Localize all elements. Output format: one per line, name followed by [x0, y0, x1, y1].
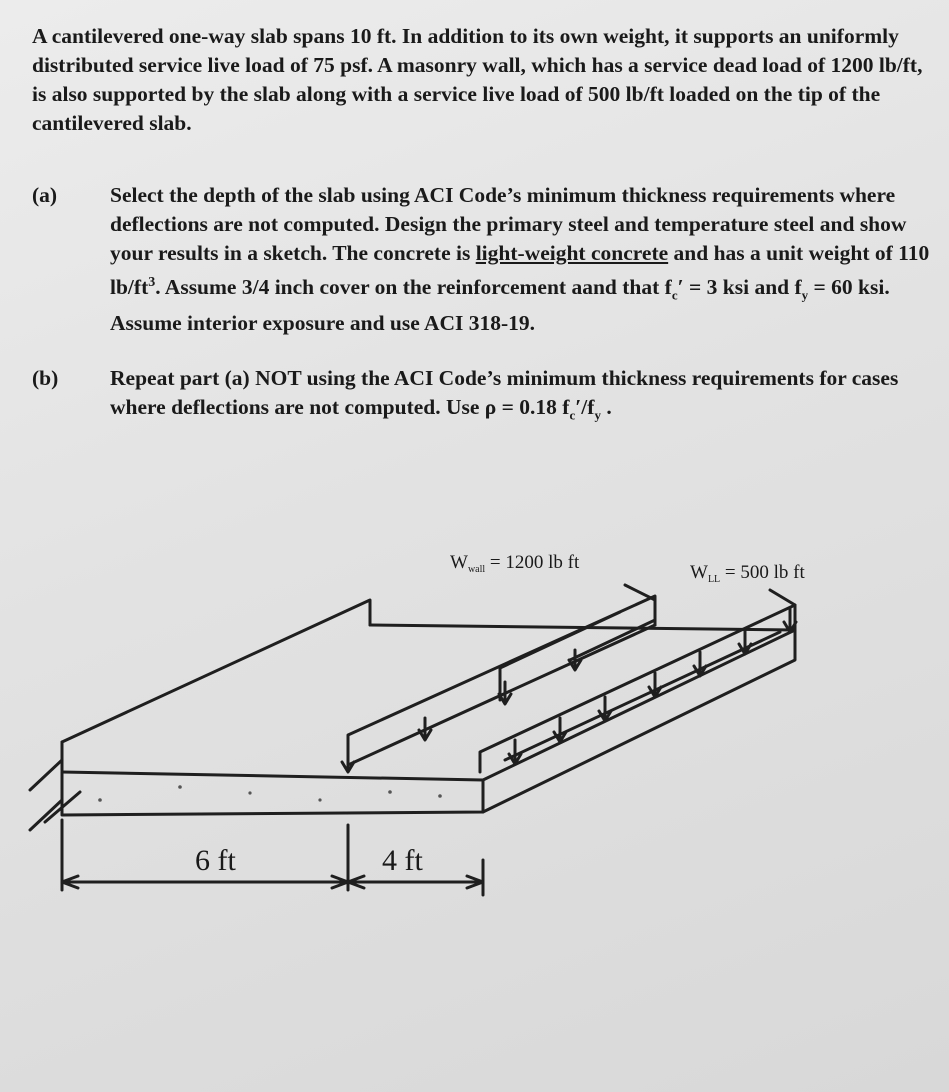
wall-label-leader [625, 585, 655, 600]
part-b-label: (b) [32, 366, 59, 390]
speckle [438, 794, 442, 798]
support-hatch-1 [30, 760, 62, 790]
speckle [248, 791, 251, 794]
ll-arrow-2 [554, 718, 566, 742]
ll-label-leader [770, 590, 795, 605]
part-a-fc-sub: c [671, 287, 678, 303]
slab-tip-face [483, 630, 795, 812]
problem-intro: A cantilevered one-way slab spans 10 ft. In addition to its own weight, it supports an uniformly distributed service live load of 75 psf. A masonry wall, which has a service dead load of 1200 lb/ft, is also supported by the slab along with a service live load of 500 lb/ft loaded on the tip of the cantilevered slab. [32, 24, 923, 135]
part-b-fc-sub: c [569, 407, 576, 423]
ll-arrow-3 [599, 697, 611, 721]
ll-load-label: $W_{LL} = 500$ lb ft [690, 562, 805, 585]
part-b-text-2: ′/f [575, 395, 595, 419]
part-a-text-2: and has a unit weight of 110 lb/ft [110, 241, 930, 300]
wall-load-label: $W_{wall} = 1200$ lb ft [450, 552, 580, 575]
ll-load-inner [505, 632, 780, 760]
dim-label-left: 6 ft [195, 844, 236, 877]
part-a-text-1: Select the depth of the slab using ACI Code’s minimum thickness requirements where deflections are not computed. Design the primary steel and temperature steel and show your results in a sketch. The concrete is [110, 183, 907, 265]
speckle [318, 798, 321, 801]
speckle [388, 790, 392, 794]
part-a-sup: 3 [148, 275, 156, 290]
speckle [178, 785, 182, 789]
part-b-fy-sub: y [594, 407, 601, 423]
part-a-text-3: . Assume 3/4 inch cover on the reinforcement aand that f [155, 275, 672, 300]
part-b-text-1: Repeat part (a) NOT using the ACI Code’s minimum thickness requirements for cases where deflections are not computed. Use ρ = 0.18 f [110, 366, 899, 419]
slab-top-front-edge [62, 630, 795, 780]
part-a-label: (a) [32, 183, 58, 207]
wall-load-inner-2 [570, 620, 655, 660]
dim-label-right: 4 ft [382, 844, 423, 877]
part-b-text-3: . [600, 395, 612, 419]
speckle [98, 798, 102, 802]
support-hatch-2 [30, 800, 62, 830]
part-a-text-4: ′ = 3 ksi and f [677, 275, 802, 300]
part-a-fy-sub: y [801, 287, 809, 303]
part-a-underlined: light-weight concrete [475, 241, 669, 265]
wall-arrow-4 [342, 745, 354, 772]
back-support-wall [62, 600, 370, 770]
part-a-text-5: = 60 ksi. Assume interior exposure and use ACI 318-19. [110, 275, 890, 336]
